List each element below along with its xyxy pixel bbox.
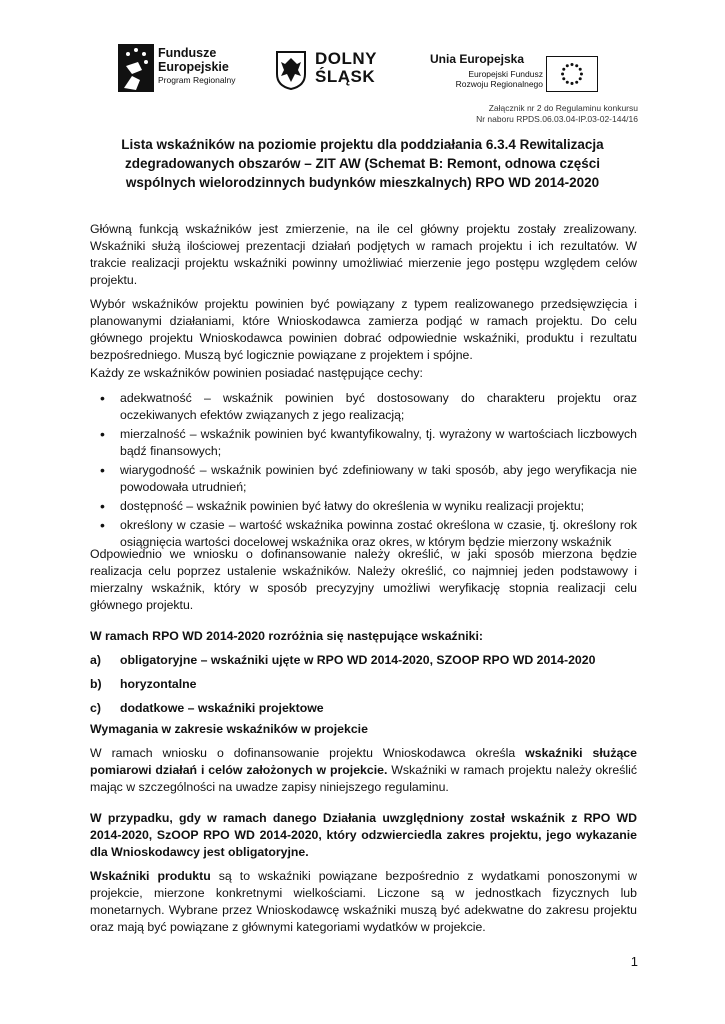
page-number: 1	[630, 954, 638, 969]
features-list	[90, 390, 637, 553]
obligatory-paragraph: W przypadku, gdy w ramach danego Działania uwzględniony został wskaźnik z RPO WD 2014-2020, SzOOP RPO WD 2014-2020, który odzwierciedla zakres projektu, jego wykazanie dla Wnioskodawcy jest obligatoryjne.	[90, 811, 637, 859]
list-item: • mierzalność – wskaźnik powinien być kwantyfikowalny, tj. wyrażony w wartościach liczbowych bądź finansowych;	[90, 426, 637, 460]
fundusze-europejskie-logo	[118, 44, 258, 94]
requirements-heading: Wymagania w zakresie wskaźników w projekcie	[90, 722, 368, 736]
type-marker: c)	[90, 701, 101, 715]
fe-logo-line2: Europejskie	[158, 60, 229, 74]
annex-line1: Załącznik nr 2 do Regulaminu konkursu	[488, 103, 638, 113]
product-paragraph	[90, 868, 637, 936]
product-rest: są to wskaźniki powiązane bezpośrednio z wydatkami ponoszonymi w projekcie, mierzone konkretnymi wielkościami. Liczone są w jednostkach fizycznych lub monetarnych. Wybrane przez Wnioskodawcę wskaźniki muszą być adekwatne do zakresu projektu oraz mają być powiązane z głównymi kategoriami wydatków w projekcie.	[90, 869, 637, 934]
type-text: obligatoryjne – wskaźniki ujęte w RPO WD 2014-2020, SZOOP RPO WD 2014-2020	[120, 653, 596, 667]
requirements-paragraph	[90, 745, 637, 796]
eu-flag-icon	[546, 56, 598, 92]
paragraph-after-list: Odpowiednio we wniosku o dofinansowanie należy określić, w jaki sposób mierzona będzie realizacja celu poprzez ustalenie wskaźników. Należy określić, co najmniej jeden podstawowy i mierzalny wskaźnik, który w sposób precyzyjny umożliwi weryfikację stopnia realizacji celu głównego projektu.	[90, 547, 637, 612]
req-text-post: Wskaźniki w ramach projektu należy określić mając w szczególności na uwadze zapisy niniejszego regulaminu.	[90, 763, 637, 794]
document-title: Lista wskaźników na poziomie projektu dla poddziałania 6.3.4 Rewitalizacja zdegradowanych obszarów – ZIT AW (Schemat B: Remont, odnowa części wspólnych wielorodzinnych budynków mieszkalnych) RPO WD 2014-2020	[121, 137, 604, 190]
eagle-crest-icon	[275, 50, 307, 90]
fe-logo-line3: Program Regionalny	[158, 75, 236, 85]
list-item: • wiarygodność – wskaźnik powinien być zdefiniowany w taki sposób, aby jego weryfikacja nie powodowała utrudnień;	[90, 462, 637, 496]
list-item: • adekwatność – wskaźnik powinien być dostosowany do charakteru projektu oraz oczekiwanych efektów związanych z jego realizacją;	[90, 390, 637, 424]
dolny-slask-logo	[275, 50, 395, 92]
ds-logo-line2: ŚLĄSK	[315, 67, 376, 86]
types-heading: W ramach RPO WD 2014-2020 rozróżnia się następujące wskaźniki:	[90, 629, 483, 643]
type-marker: b)	[90, 677, 102, 691]
fundusze-emblem-icon	[118, 44, 154, 92]
ue-logo-title: Unia Europejska	[430, 52, 525, 66]
fe-logo-line1: Fundusze	[158, 46, 217, 60]
type-item-a	[90, 652, 595, 669]
type-item-b	[90, 676, 197, 693]
annex-line2: Nr naboru RPDS.06.03.04-IP.03-02-144/16	[476, 114, 638, 124]
features-intro: Każdy ze wskaźników powinien posiadać następujące cechy:	[90, 366, 423, 380]
type-text: horyzontalne	[120, 677, 197, 691]
ue-logo-line1: Europejski Fundusz	[468, 69, 543, 79]
req-text-pre: W ramach wniosku o dofinansowanie projektu Wnioskodawca określa	[90, 746, 526, 760]
type-item-c	[90, 700, 324, 717]
annex-note	[476, 103, 638, 125]
unia-europejska-logo	[430, 52, 600, 98]
type-text: dodatkowe – wskaźniki projektowe	[120, 701, 324, 715]
list-item: • dostępność – wskaźnik powinien być łatwy do określenia w wyniku realizacji projektu;	[90, 498, 637, 515]
list-item: • określony w czasie – wartość wskaźnika powinna zostać określona w czasie, tj. określony rok osiągnięcia wartości docelowej wskaźnika oraz okres, w którym będzie mierzony wskaźnik	[90, 517, 637, 551]
intro-paragraph-2: Wybór wskaźników projektu powinien być powiązany z typem realizowanego przedsięwzięcia i planowanymi działaniami, które Wnioskodawca zamierza podjąć w ramach projektu. Do celu głównego projektu Wnioskodawca powinien dobrać odpowiednie wskaźniki, produktu i rezultatu bezpośredniego. Muszą być logicznie powiązane z projektem i spójne.	[90, 297, 637, 362]
req-text-bold: wskaźniki służące pomiarowi działań i celów założonych w projekcie.	[90, 746, 637, 777]
ds-logo-line1: DOLNY	[315, 49, 377, 68]
ue-logo-line2: Rozwoju Regionalnego	[455, 79, 543, 89]
product-bold: Wskaźniki produktu	[90, 869, 211, 883]
type-marker: a)	[90, 653, 101, 667]
intro-paragraph-1: Główną funkcją wskaźników jest zmierzenie, na ile cel główny projektu zostały zrealizowany. Wskaźniki służą ilościowej prezentacji działań podjętych w ramach projektu i ich rezultatów. W trakcie realizacji projektu wskaźniki powinny umożliwiać mierzenie jego postępu względem celów projektu.	[90, 222, 637, 287]
